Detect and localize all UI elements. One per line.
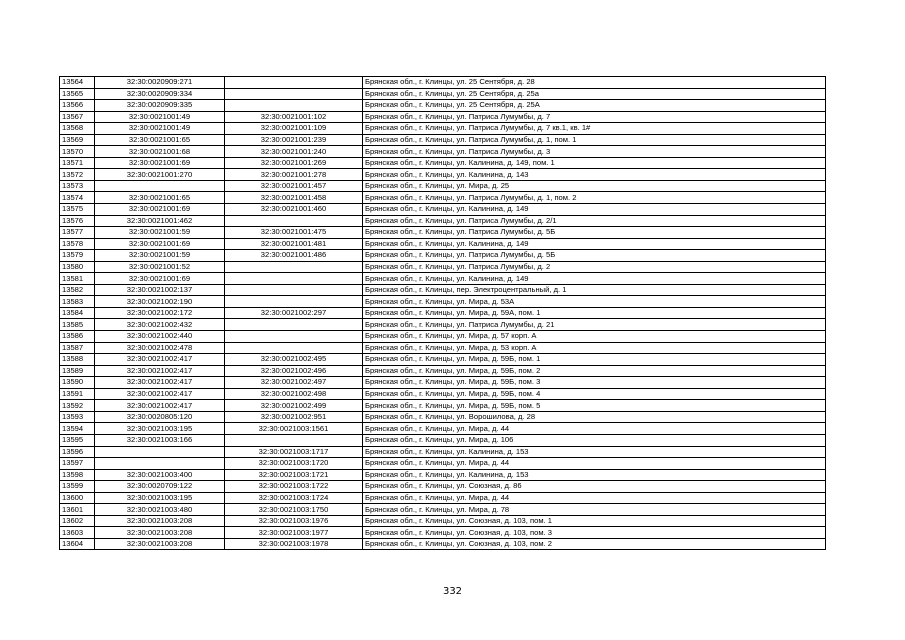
object-cadastral-number-cell (225, 77, 363, 89)
row-number-cell: 13574 (60, 192, 95, 204)
parcel-cadastral-number-cell: 32:30:0021002:440 (95, 331, 225, 343)
table-row (60, 238, 826, 250)
row-number-cell: 13591 (60, 388, 95, 400)
address-cell: Брянская обл., г. Клинцы, ул. Калинина, д. 149, пом. 1 (363, 157, 826, 169)
object-cadastral-number-cell: 32:30:0021003:1720 (225, 458, 363, 470)
row-number-cell: 13588 (60, 354, 95, 366)
address-cell: Брянская обл., г. Клинцы, ул. 25 Сентября, д. 28 (363, 77, 826, 89)
table-row (60, 400, 826, 412)
object-cadastral-number-cell: 32:30:0021001:269 (225, 157, 363, 169)
address-cell: Брянская обл., г. Клинцы, ул. Союзная, д. 103, пом. 1 (363, 515, 826, 527)
row-number-cell: 13575 (60, 204, 95, 216)
table-row (60, 423, 826, 435)
row-number-cell: 13585 (60, 319, 95, 331)
table-row (60, 180, 826, 192)
table-row (60, 100, 826, 112)
object-cadastral-number-cell (225, 273, 363, 285)
row-number-cell: 13602 (60, 515, 95, 527)
parcel-cadastral-number-cell: 32:30:0021003:195 (95, 492, 225, 504)
row-number-cell: 13571 (60, 157, 95, 169)
row-number-cell: 13597 (60, 458, 95, 470)
address-cell: Брянская обл., г. Клинцы, ул. Патриса Лумумбы, д. 2/1 (363, 215, 826, 227)
row-number-cell: 13586 (60, 331, 95, 343)
table-row (60, 388, 826, 400)
row-number-cell: 13581 (60, 273, 95, 285)
address-cell: Брянская обл., г. Клинцы, ул. Мира, д. 59Б, пом. 3 (363, 377, 826, 389)
row-number-cell: 13584 (60, 307, 95, 319)
address-cell: Брянская обл., г. Клинцы, ул. Мира, д. 59А, пом. 1 (363, 307, 826, 319)
parcel-cadastral-number-cell: 32:30:0020909:335 (95, 100, 225, 112)
address-cell: Брянская обл., г. Клинцы, ул. 25 Сентября, д. 25А (363, 100, 826, 112)
object-cadastral-number-cell: 32:30:0021002:297 (225, 307, 363, 319)
object-cadastral-number-cell (225, 215, 363, 227)
address-cell: Брянская обл., г. Клинцы, ул. Мира, д. 59Б, пом. 4 (363, 388, 826, 400)
address-cell: Брянская обл., г. Клинцы, ул. Калинина, д. 149 (363, 238, 826, 250)
table-row (60, 434, 826, 446)
object-cadastral-number-cell: 32:30:0021001:475 (225, 227, 363, 239)
object-cadastral-number-cell (225, 342, 363, 354)
row-number-cell: 13573 (60, 180, 95, 192)
table-row (60, 157, 826, 169)
address-cell: Брянская обл., г. Клинцы, ул. Мира, д. 78 (363, 504, 826, 516)
parcel-cadastral-number-cell: 32:30:0021002:432 (95, 319, 225, 331)
row-number-cell: 13568 (60, 123, 95, 135)
address-cell: Брянская обл., г. Клинцы, ул. Патриса Лумумбы, д. 3 (363, 146, 826, 158)
row-number-cell: 13578 (60, 238, 95, 250)
row-number-cell: 13601 (60, 504, 95, 516)
table-row (60, 204, 826, 216)
parcel-cadastral-number-cell: 32:30:0021001:69 (95, 157, 225, 169)
address-cell: Брянская обл., г. Клинцы, ул. Патриса Лумумбы, д. 1, пом. 1 (363, 134, 826, 146)
object-cadastral-number-cell (225, 100, 363, 112)
parcel-cadastral-number-cell: 32:30:0021002:190 (95, 296, 225, 308)
object-cadastral-number-cell: 32:30:0021003:1717 (225, 446, 363, 458)
row-number-cell: 13566 (60, 100, 95, 112)
table-row (60, 227, 826, 239)
row-number-cell: 13572 (60, 169, 95, 181)
parcel-cadastral-number-cell: 32:30:0021002:417 (95, 388, 225, 400)
address-cell: Брянская обл., г. Клинцы, ул. Патриса Лумумбы, д. 2 (363, 261, 826, 273)
table-row (60, 365, 826, 377)
address-cell: Брянская обл., г. Клинцы, ул. Мира, д. 44 (363, 492, 826, 504)
object-cadastral-number-cell: 32:30:0021002:497 (225, 377, 363, 389)
object-cadastral-number-cell: 32:30:0021002:951 (225, 411, 363, 423)
table-row (60, 411, 826, 423)
address-cell: Брянская обл., г. Клинцы, ул. Мира, д. 44 (363, 423, 826, 435)
row-number-cell: 13567 (60, 111, 95, 123)
parcel-cadastral-number-cell: 32:30:0021003:195 (95, 423, 225, 435)
row-number-cell: 13570 (60, 146, 95, 158)
parcel-cadastral-number-cell: 32:30:0021001:69 (95, 204, 225, 216)
parcel-cadastral-number-cell: 32:30:0021003:400 (95, 469, 225, 481)
row-number-cell: 13564 (60, 77, 95, 89)
row-number-cell: 13595 (60, 434, 95, 446)
parcel-cadastral-number-cell: 32:30:0021001:65 (95, 134, 225, 146)
row-number-cell: 13603 (60, 527, 95, 539)
object-cadastral-number-cell: 32:30:0021001:457 (225, 180, 363, 192)
row-number-cell: 13590 (60, 377, 95, 389)
address-cell: Брянская обл., г. Клинцы, ул. Калинина, д. 143 (363, 169, 826, 181)
parcel-cadastral-number-cell: 32:30:0021001:68 (95, 146, 225, 158)
row-number-cell: 13599 (60, 481, 95, 493)
object-cadastral-number-cell: 32:30:0021002:498 (225, 388, 363, 400)
object-cadastral-number-cell: 32:30:0021001:240 (225, 146, 363, 158)
parcel-cadastral-number-cell: 32:30:0021002:137 (95, 284, 225, 296)
parcel-cadastral-number-cell: 32:30:0021001:52 (95, 261, 225, 273)
table-row (60, 261, 826, 273)
object-cadastral-number-cell: 32:30:0021001:102 (225, 111, 363, 123)
object-cadastral-number-cell: 32:30:0021001:460 (225, 204, 363, 216)
parcel-cadastral-number-cell: 32:30:0021003:208 (95, 527, 225, 539)
parcel-cadastral-number-cell: 32:30:0021002:417 (95, 400, 225, 412)
parcel-cadastral-number-cell: 32:30:0021002:417 (95, 354, 225, 366)
object-cadastral-number-cell (225, 434, 363, 446)
object-cadastral-number-cell: 32:30:0021003:1722 (225, 481, 363, 493)
address-cell: Брянская обл., г. Клинцы, ул. Патриса Лумумбы, д. 21 (363, 319, 826, 331)
table-row (60, 527, 826, 539)
object-cadastral-number-cell (225, 331, 363, 343)
address-cell: Брянская обл., г. Клинцы, ул. Калинина, д. 153 (363, 446, 826, 458)
object-cadastral-number-cell (225, 296, 363, 308)
table-row (60, 469, 826, 481)
address-cell: Брянская обл., г. Клинцы, ул. 25 Сентября, д. 25а (363, 88, 826, 100)
table-row (60, 492, 826, 504)
object-cadastral-number-cell: 32:30:0021001:481 (225, 238, 363, 250)
address-cell: Брянская обл., г. Клинцы, ул. Ворошилова, д. 28 (363, 411, 826, 423)
address-cell: Брянская обл., г. Клинцы, ул. Союзная, д. 103, пом. 3 (363, 527, 826, 539)
table-row (60, 169, 826, 181)
object-cadastral-number-cell (225, 319, 363, 331)
object-cadastral-number-cell: 32:30:0021003:1721 (225, 469, 363, 481)
table-row (60, 319, 826, 331)
table-row (60, 307, 826, 319)
table-row (60, 504, 826, 516)
row-number-cell: 13577 (60, 227, 95, 239)
page-number: 332 (442, 586, 463, 597)
object-cadastral-number-cell: 32:30:0021003:1750 (225, 504, 363, 516)
table-row (60, 296, 826, 308)
parcel-cadastral-number-cell: 32:30:0021001:65 (95, 192, 225, 204)
object-cadastral-number-cell: 32:30:0021003:1724 (225, 492, 363, 504)
table-row (60, 250, 826, 262)
row-number-cell: 13576 (60, 215, 95, 227)
parcel-cadastral-number-cell (95, 446, 225, 458)
table-row (60, 538, 826, 550)
table-row (60, 331, 826, 343)
table-row (60, 342, 826, 354)
table-row (60, 192, 826, 204)
object-cadastral-number-cell: 32:30:0021001:486 (225, 250, 363, 262)
parcel-cadastral-number-cell: 32:30:0021001:270 (95, 169, 225, 181)
row-number-cell: 13594 (60, 423, 95, 435)
table-body (60, 77, 826, 550)
address-cell: Брянская обл., г. Клинцы, ул. Союзная, д. 103, пом. 2 (363, 538, 826, 550)
address-cell: Брянская обл., г. Клинцы, ул. Мира, д. 53А (363, 296, 826, 308)
table-row (60, 458, 826, 470)
parcel-cadastral-number-cell: 32:30:0021003:480 (95, 504, 225, 516)
table-row (60, 146, 826, 158)
address-cell: Брянская обл., г. Клинцы, пер. Электроцентральный, д. 1 (363, 284, 826, 296)
object-cadastral-number-cell: 32:30:0021001:109 (225, 123, 363, 135)
object-cadastral-number-cell: 32:30:0021003:1561 (225, 423, 363, 435)
row-number-cell: 13589 (60, 365, 95, 377)
address-cell: Брянская обл., г. Клинцы, ул. Патриса Лумумбы, д. 1, пом. 2 (363, 192, 826, 204)
parcel-cadastral-number-cell: 32:30:0020909:334 (95, 88, 225, 100)
parcel-cadastral-number-cell: 32:30:0021003:166 (95, 434, 225, 446)
property-table (59, 76, 826, 550)
object-cadastral-number-cell: 32:30:0021001:239 (225, 134, 363, 146)
object-cadastral-number-cell: 32:30:0021001:278 (225, 169, 363, 181)
address-cell: Брянская обл., г. Клинцы, ул. Мира, д. 53 корп. А (363, 342, 826, 354)
address-cell: Брянская обл., г. Клинцы, ул. Союзная, д. 86 (363, 481, 826, 493)
object-cadastral-number-cell: 32:30:0021003:1976 (225, 515, 363, 527)
parcel-cadastral-number-cell: 32:30:0021001:59 (95, 250, 225, 262)
parcel-cadastral-number-cell: 32:30:0021003:208 (95, 538, 225, 550)
table-row (60, 446, 826, 458)
table-row (60, 481, 826, 493)
parcel-cadastral-number-cell: 32:30:0020805:120 (95, 411, 225, 423)
address-cell: Брянская обл., г. Клинцы, ул. Патриса Лумумбы, д. 7 кв.1, кв. 1# (363, 123, 826, 135)
address-cell: Брянская обл., г. Клинцы, ул. Мира, д. 59Б, пом. 2 (363, 365, 826, 377)
object-cadastral-number-cell (225, 261, 363, 273)
object-cadastral-number-cell: 32:30:0021003:1977 (225, 527, 363, 539)
address-cell: Брянская обл., г. Клинцы, ул. Патриса Лумумбы, д. 5Б (363, 227, 826, 239)
row-number-cell: 13592 (60, 400, 95, 412)
row-number-cell: 13579 (60, 250, 95, 262)
row-number-cell: 13604 (60, 538, 95, 550)
address-cell: Брянская обл., г. Клинцы, ул. Мира, д. 106 (363, 434, 826, 446)
row-number-cell: 13569 (60, 134, 95, 146)
table-row (60, 377, 826, 389)
object-cadastral-number-cell: 32:30:0021002:495 (225, 354, 363, 366)
parcel-cadastral-number-cell: 32:30:0021001:49 (95, 123, 225, 135)
row-number-cell: 13580 (60, 261, 95, 273)
row-number-cell: 13593 (60, 411, 95, 423)
address-cell: Брянская обл., г. Клинцы, ул. Калинина, д. 149 (363, 204, 826, 216)
row-number-cell: 13565 (60, 88, 95, 100)
object-cadastral-number-cell (225, 284, 363, 296)
row-number-cell: 13583 (60, 296, 95, 308)
address-cell: Брянская обл., г. Клинцы, ул. Мира, д. 59Б, пом. 1 (363, 354, 826, 366)
address-cell: Брянская обл., г. Клинцы, ул. Калинина, д. 149 (363, 273, 826, 285)
address-cell: Брянская обл., г. Клинцы, ул. Мира, д. 57 корп. А (363, 331, 826, 343)
parcel-cadastral-number-cell: 32:30:0021001:49 (95, 111, 225, 123)
row-number-cell: 13587 (60, 342, 95, 354)
table-row (60, 134, 826, 146)
parcel-cadastral-number-cell: 32:30:0021001:59 (95, 227, 225, 239)
table-row (60, 77, 826, 89)
object-cadastral-number-cell: 32:30:0021003:1978 (225, 538, 363, 550)
object-cadastral-number-cell (225, 88, 363, 100)
table-row (60, 273, 826, 285)
address-cell: Брянская обл., г. Клинцы, ул. Патриса Лумумбы, д. 7 (363, 111, 826, 123)
object-cadastral-number-cell: 32:30:0021001:458 (225, 192, 363, 204)
table-row (60, 515, 826, 527)
table-row (60, 123, 826, 135)
parcel-cadastral-number-cell: 32:30:0021002:172 (95, 307, 225, 319)
parcel-cadastral-number-cell: 32:30:0021001:69 (95, 273, 225, 285)
parcel-cadastral-number-cell: 32:30:0020709:122 (95, 481, 225, 493)
address-cell: Брянская обл., г. Клинцы, ул. Мира, д. 44 (363, 458, 826, 470)
parcel-cadastral-number-cell (95, 458, 225, 470)
parcel-cadastral-number-cell: 32:30:0021001:69 (95, 238, 225, 250)
address-cell: Брянская обл., г. Клинцы, ул. Калинина, д. 153 (363, 469, 826, 481)
object-cadastral-number-cell: 32:30:0021002:496 (225, 365, 363, 377)
row-number-cell: 13596 (60, 446, 95, 458)
address-cell: Брянская обл., г. Клинцы, ул. Мира, д. 25 (363, 180, 826, 192)
row-number-cell: 13600 (60, 492, 95, 504)
address-cell: Брянская обл., г. Клинцы, ул. Патриса Лумумбы, д. 5Б (363, 250, 826, 262)
parcel-cadastral-number-cell: 32:30:0021003:208 (95, 515, 225, 527)
table-row (60, 354, 826, 366)
parcel-cadastral-number-cell: 32:30:0021002:478 (95, 342, 225, 354)
table-row (60, 88, 826, 100)
parcel-cadastral-number-cell: 32:30:0021002:417 (95, 365, 225, 377)
object-cadastral-number-cell: 32:30:0021002:499 (225, 400, 363, 412)
parcel-cadastral-number-cell (95, 180, 225, 192)
parcel-cadastral-number-cell: 32:30:0020909:271 (95, 77, 225, 89)
parcel-cadastral-number-cell: 32:30:0021002:417 (95, 377, 225, 389)
parcel-cadastral-number-cell: 32:30:0021001:462 (95, 215, 225, 227)
row-number-cell: 13582 (60, 284, 95, 296)
table-row (60, 215, 826, 227)
row-number-cell: 13598 (60, 469, 95, 481)
table-row (60, 111, 826, 123)
table-row (60, 284, 826, 296)
address-cell: Брянская обл., г. Клинцы, ул. Мира, д. 59Б, пом. 5 (363, 400, 826, 412)
